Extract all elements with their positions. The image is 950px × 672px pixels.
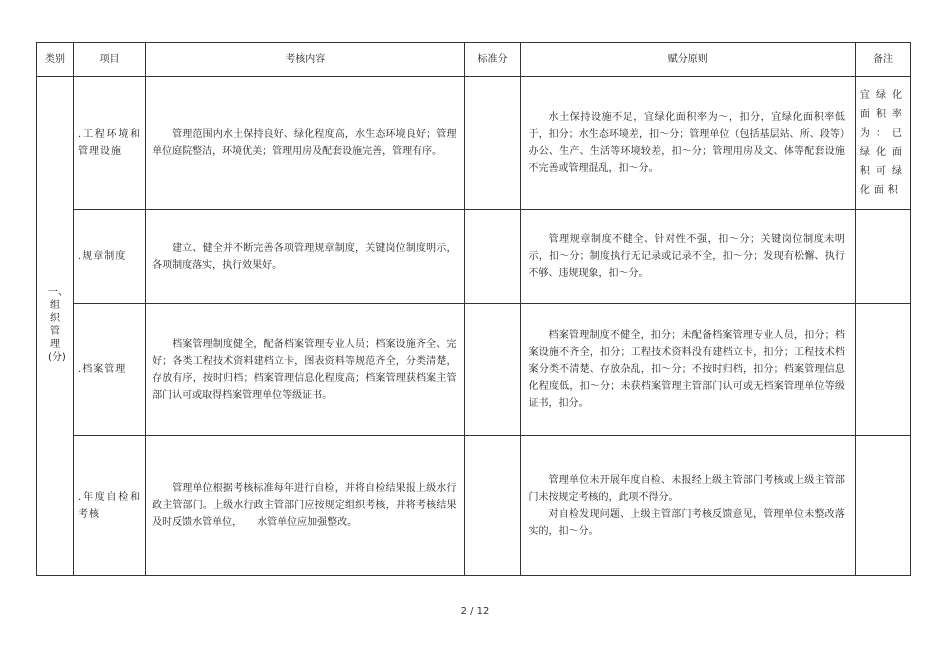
header-content: 考核内容 — [146, 43, 465, 77]
rule-cell — [520, 210, 855, 304]
rule-text: 档案管理制度不健全，扣分；未配备档案管理专业人员，扣分；档案设施不齐全，扣分；工程技术资料没有建档立卡，扣分；工程技术档案分类不清楚、存放杂乱，扣～分；不按时归档，扣分；档案管理信息化程度低，扣～分；未获档案管理主管部门认可或无档案管理单位等级证书，扣分。 — [528, 330, 845, 409]
content-text: 管理单位根据考核标准每年进行自检，并将自检结果报上级水行政主管部门。上级水行政主管部门应按规定组织考核，并将考核结果及时反馈水管单位， 水管单位应加强整改。 — [152, 483, 457, 528]
content-cell — [146, 210, 465, 304]
standard-score-cell — [465, 77, 520, 210]
standard-score-cell — [465, 210, 520, 304]
note-cell — [855, 77, 910, 210]
note-cell — [855, 436, 910, 576]
header-category: 类别 — [37, 43, 74, 77]
rule-text: 管理单位未开展年度自检、未报经上级主管部门考核或上级主管部门未按规定考核的，此项不得分。 — [528, 474, 845, 503]
table-row — [37, 436, 911, 576]
note-cell — [855, 210, 910, 304]
table-row — [37, 77, 911, 210]
header-item: 项目 — [74, 43, 146, 77]
item-label: .档案管理 — [78, 364, 127, 375]
header-standard-score: 标准分 — [465, 43, 520, 77]
content-text: 管理范围内水土保持良好、绿化程度高，水生态环境良好；管理单位庭院整洁，环境优美；管理用房及配套设施完善，管理有序。 — [152, 129, 457, 157]
header-note: 备注 — [855, 43, 910, 77]
assessment-table — [36, 42, 911, 576]
category-label: 一、组织管理(分) — [48, 287, 69, 363]
standard-score-cell — [465, 436, 520, 576]
content-cell — [146, 77, 465, 210]
content-text: 建立、健全并不断完善各项管理规章制度，关键岗位制度明示，各项制度落实，执行效果好。 — [152, 242, 457, 271]
rule-cell — [520, 304, 855, 436]
note-cell — [855, 304, 910, 436]
item-cell — [74, 210, 146, 304]
page-number: 2 / 12 — [460, 606, 490, 617]
rule-cell — [520, 436, 855, 576]
table-row — [37, 210, 911, 304]
item-cell — [74, 436, 146, 576]
content-cell — [146, 304, 465, 436]
category-cell — [37, 77, 74, 576]
item-label: .规章制度 — [78, 251, 127, 262]
item-label: .年度自检和考核 — [78, 491, 142, 520]
rule-cell — [520, 77, 855, 210]
item-cell — [74, 77, 146, 210]
rule-text: 管理规章制度不健全、针对性不强，扣～分；关键岗位制度未明示，扣～分；制度执行无记录或记录不全，扣～分；发现有松懈、执行不够、违规现象，扣～分。 — [528, 234, 845, 279]
content-text: 档案管理制度健全，配备档案管理专业人员；档案设施齐全、完好；各类工程技术资料建档立卡，图表资料等规范齐全，分类清楚，存放有序，按时归档；档案管理信息化程度高；档案管理获档案主管部门认可或取得档案管理单位等级证书。 — [152, 338, 457, 401]
header-scoring-rule: 赋分原则 — [520, 43, 855, 77]
table-row — [37, 304, 911, 436]
item-label: .工程环境和管理设施 — [78, 129, 142, 157]
rule-text: 水土保持设施不足，宜绿化面积率为～，扣分，宜绿化面积率低于，扣分；水生态环境差，扣～分；管理单位（包括基层站、所、段等）办公、生产、生活等环境较差，扣～分；管理用房及文、体等配套设施不完善或管理混乱，扣～分。 — [528, 112, 845, 174]
rule-text-second-paragraph: 对自检发现问题、上级主管部门考核反馈意见，管理单位未整改落实的，扣～分。 — [528, 508, 845, 537]
standard-score-cell — [465, 304, 520, 436]
table-header-row — [37, 43, 911, 77]
note-text: 宜绿化面积率为：已绿化面积可绿化面积 — [859, 90, 906, 196]
content-cell — [146, 436, 465, 576]
item-cell — [74, 304, 146, 436]
